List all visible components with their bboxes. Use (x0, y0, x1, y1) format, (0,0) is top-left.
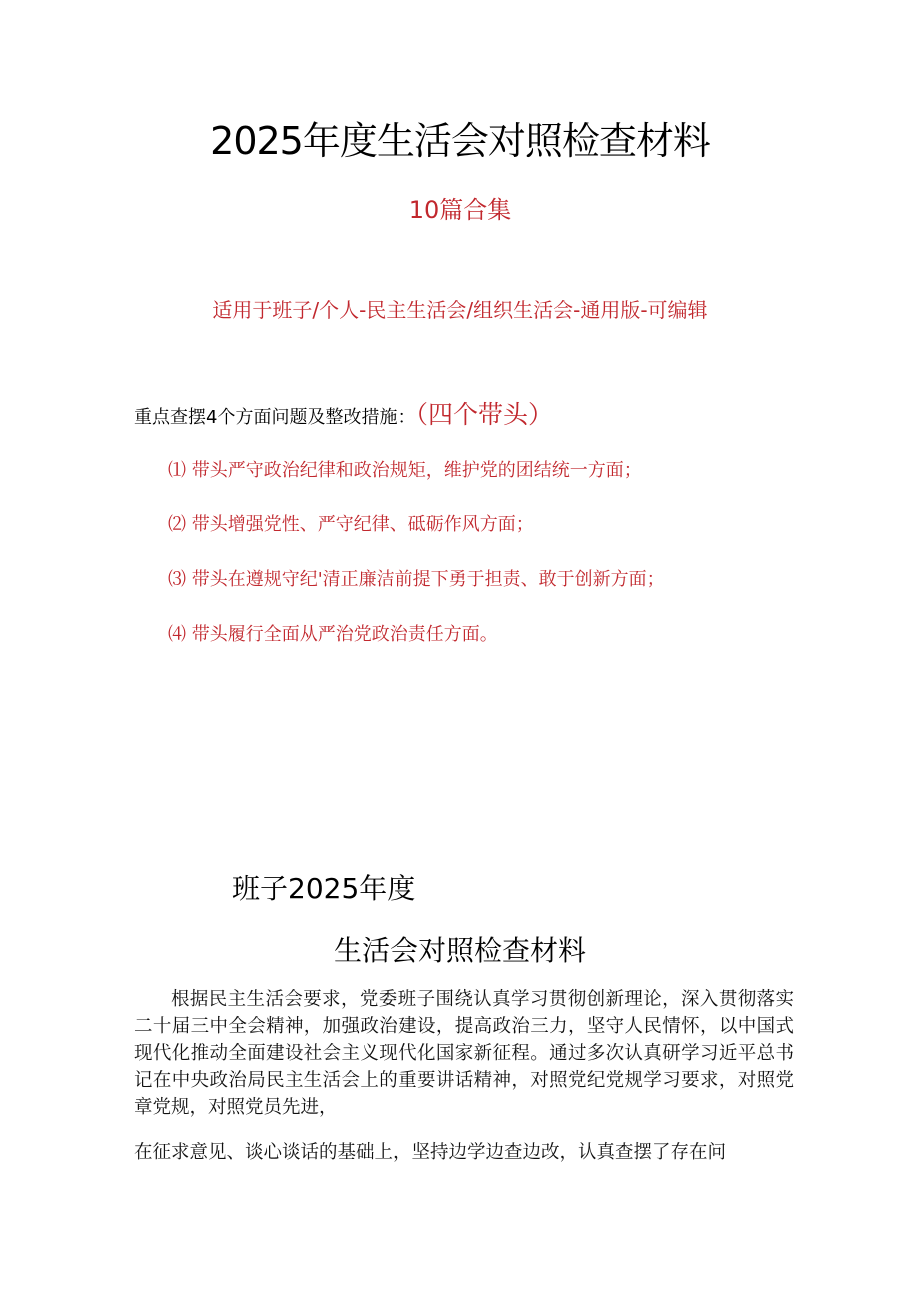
body-paragraph-1: 根据民主生活会要求，党委班子围绕认真学习贯彻创新理论，深入贯彻落实二十届三中全会精神，加强政治建设，提高政治三力，坚守人民情怀，以中国式现代化推动全面建设社会主义现代化国家新征程。通过多次认真研学习近平总书记在中央政治局民主生活会上的重要讲话精神，对照党纪党规学习要求，对照党章党规，对照党员先进， (134, 989, 794, 1118)
focus-highlight: （四个带头） (415, 400, 553, 429)
focus-label: 重点查摆4个方面问题及整改措施： (134, 407, 416, 428)
section-title-line-1: 班子2025年度 (232, 872, 416, 905)
focus-heading (134, 398, 553, 435)
document-subtitle: 10篇合集 (408, 196, 512, 224)
document-title: 2025年度生活会对照检查材料 (210, 119, 710, 163)
focus-item-1: ⑴ 带头严守政治纪律和政治规矩，维护党的团结统一方面； (168, 460, 642, 481)
focus-item-2: ⑵ 带头增强党性、严守纪律、砥砺作风方面； (168, 514, 534, 535)
section-title-line-2: 生活会对照检查材料 (333, 934, 586, 967)
focus-item-3: ⑶ 带头在遵规守纪'清正廉洁前提下勇于担责、敢于创新方面； (168, 569, 665, 590)
focus-item-4: ⑷ 带头履行全面从严治党政治责任方面。 (168, 624, 498, 645)
applicability-note: 适用于班子/个人-民主生活会/组织生活会-通用版-可编辑 (212, 298, 708, 322)
body-paragraph-2: 在征求意见、谈心谈话的基础上，坚持边学边查边改，认真查摆了存在问 (134, 1142, 727, 1163)
